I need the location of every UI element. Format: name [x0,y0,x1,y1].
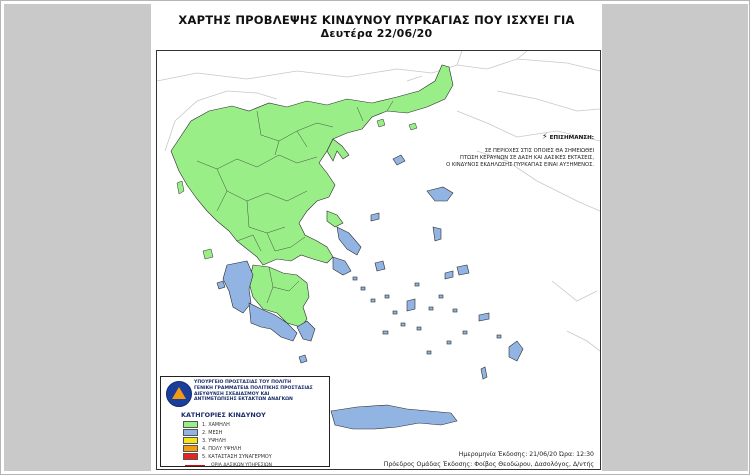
legend-item-very-high: 4. ΠΟΛΥ ΥΨΗΛΗ [183,445,272,452]
samothraki-island [409,123,417,130]
karpathos-island [481,367,487,379]
kythira-island [299,355,307,363]
lesvos-island [427,187,453,201]
northern-greece-region [171,65,453,265]
zakynthos-island [217,281,225,289]
skyros-island [371,213,379,221]
issue-date: Ημερομηνία Έκδοσης: 21/06/20 Ώρα: 12:30 [458,451,594,458]
legend-item-alert: 5. ΚΑΤΑΣΤΑΣΗ ΣΥΝΑΓΕΡΜΟΥ [183,453,272,460]
risk-categories-list [183,421,272,461]
mainland-low-risk [171,65,453,327]
legend-item-high: 3. ΥΨΗΛΗ [183,437,272,444]
note-line-3: Ο ΚΙΝΔΥΝΟΣ ΕΚΔΗΛΩΣΗΣ ΠΥΡΚΑΓΙΑΣ ΕΙΝΑΙ ΑΥΞΗΜΕΝΟΣ. [446,162,594,168]
map-date: Δευτέρα 22/06/20 [320,27,433,40]
ikaria-island [445,271,453,279]
legend-swatch-low [183,421,198,428]
kos-island [479,313,489,321]
lightning-bolt-icon: ⚡ [541,132,548,141]
western-peloponnese-medium [223,261,253,313]
issuing-committee: Πρόεδρος Ομάδας Έκδοσης: Φοίβος Θεοδώρου, Δασολόγος, Δ/ντής [383,461,594,468]
attica-medium [333,257,351,275]
right-gray-margin [602,4,748,471]
euboea-north [327,211,343,227]
corfu-island [177,181,184,194]
lemnos-island [393,155,405,165]
legend-swatch-alert [183,453,198,460]
chios-island [433,227,441,241]
legend-item-low: 1. ΧΑΜΗΛΗ [183,421,272,428]
risk-categories-title: ΚΑΤΗΓΟΡΙΕΣ ΚΙΝΔΥΝΟΥ [181,411,266,419]
crete-island [331,405,457,429]
naxos-island [407,299,415,311]
lightning-note [424,133,594,169]
left-gray-margin [4,4,151,471]
legend-swatch-very-high [183,445,198,452]
legend-swatch-high [183,437,198,444]
legend-box [160,376,330,467]
map-title: ΧΑΡΤΗΣ ΠΡΟΒΛΕΨΗΣ ΚΙΝΔΥΝΟΥ ΠΥΡΚΑΓΙΑΣ ΠΟΥ ΙΣΧΥΕΙ ΓΙΑ [178,13,575,27]
andros-island [375,261,385,271]
rhodes-island [509,341,523,361]
fire-risk-map-panel [151,4,602,471]
note-title: ⚡ ΕΠΙΣΗΜΑΝΣΗ: [541,132,594,141]
samos-island [457,265,469,275]
legend-item-medium: 2. ΜΕΣΗ [183,429,272,436]
map-canvas [156,50,601,470]
boundary-line-sample [185,465,205,466]
thasos-island [377,119,385,127]
note-line-2: ΠΤΩΣΗ ΚΕΡΑΥΝΩΝ ΣΕ ΔΑΣΗ ΚΑΙ ΔΑΣΙΚΕΣ ΕΚΤΑΣΕΙΣ, [460,155,594,161]
legend-swatch-medium [183,429,198,436]
civil-protection-logo [166,381,192,407]
kefalonia-island [203,249,213,259]
forest-boundary-legend: ΟΡΙΑ ΔΑΣΙΚΩΝ ΥΠΗΡΕΣΙΩΝ [185,463,272,468]
note-line-1: ΣΕ ΠΕΡΙΟΧΕΣ ΣΤΙΣ ΟΠΟΙΕΣ ΘΑ ΣΗΜΕΙΩΘΕΙ [484,148,594,154]
agency-block: ΥΠΟΥΡΓΕΙΟ ΠΡΟΣΤΑΣΙΑΣ ΤΟΥ ΠΟΛΙΤΗ ΓΕΝΙΚΗ ΓΡΑΜΜΑΤΕΙΑ ΠΟΛΙΤΙΚΗΣ ΠΡΟΣΤΑΣΙΑΣ ΔΙΕΥΘΥΝΣΗ ΣΧΕΔΙΑΣΜΟΥ ΚΑΙ ΑΝΤΙΜΕΤΩΠΙΣΗΣ ΕΚΤΑΚΤΩΝ ΑΝΑΓΚΩΝ [194,380,313,403]
euboea-medium [337,227,361,255]
